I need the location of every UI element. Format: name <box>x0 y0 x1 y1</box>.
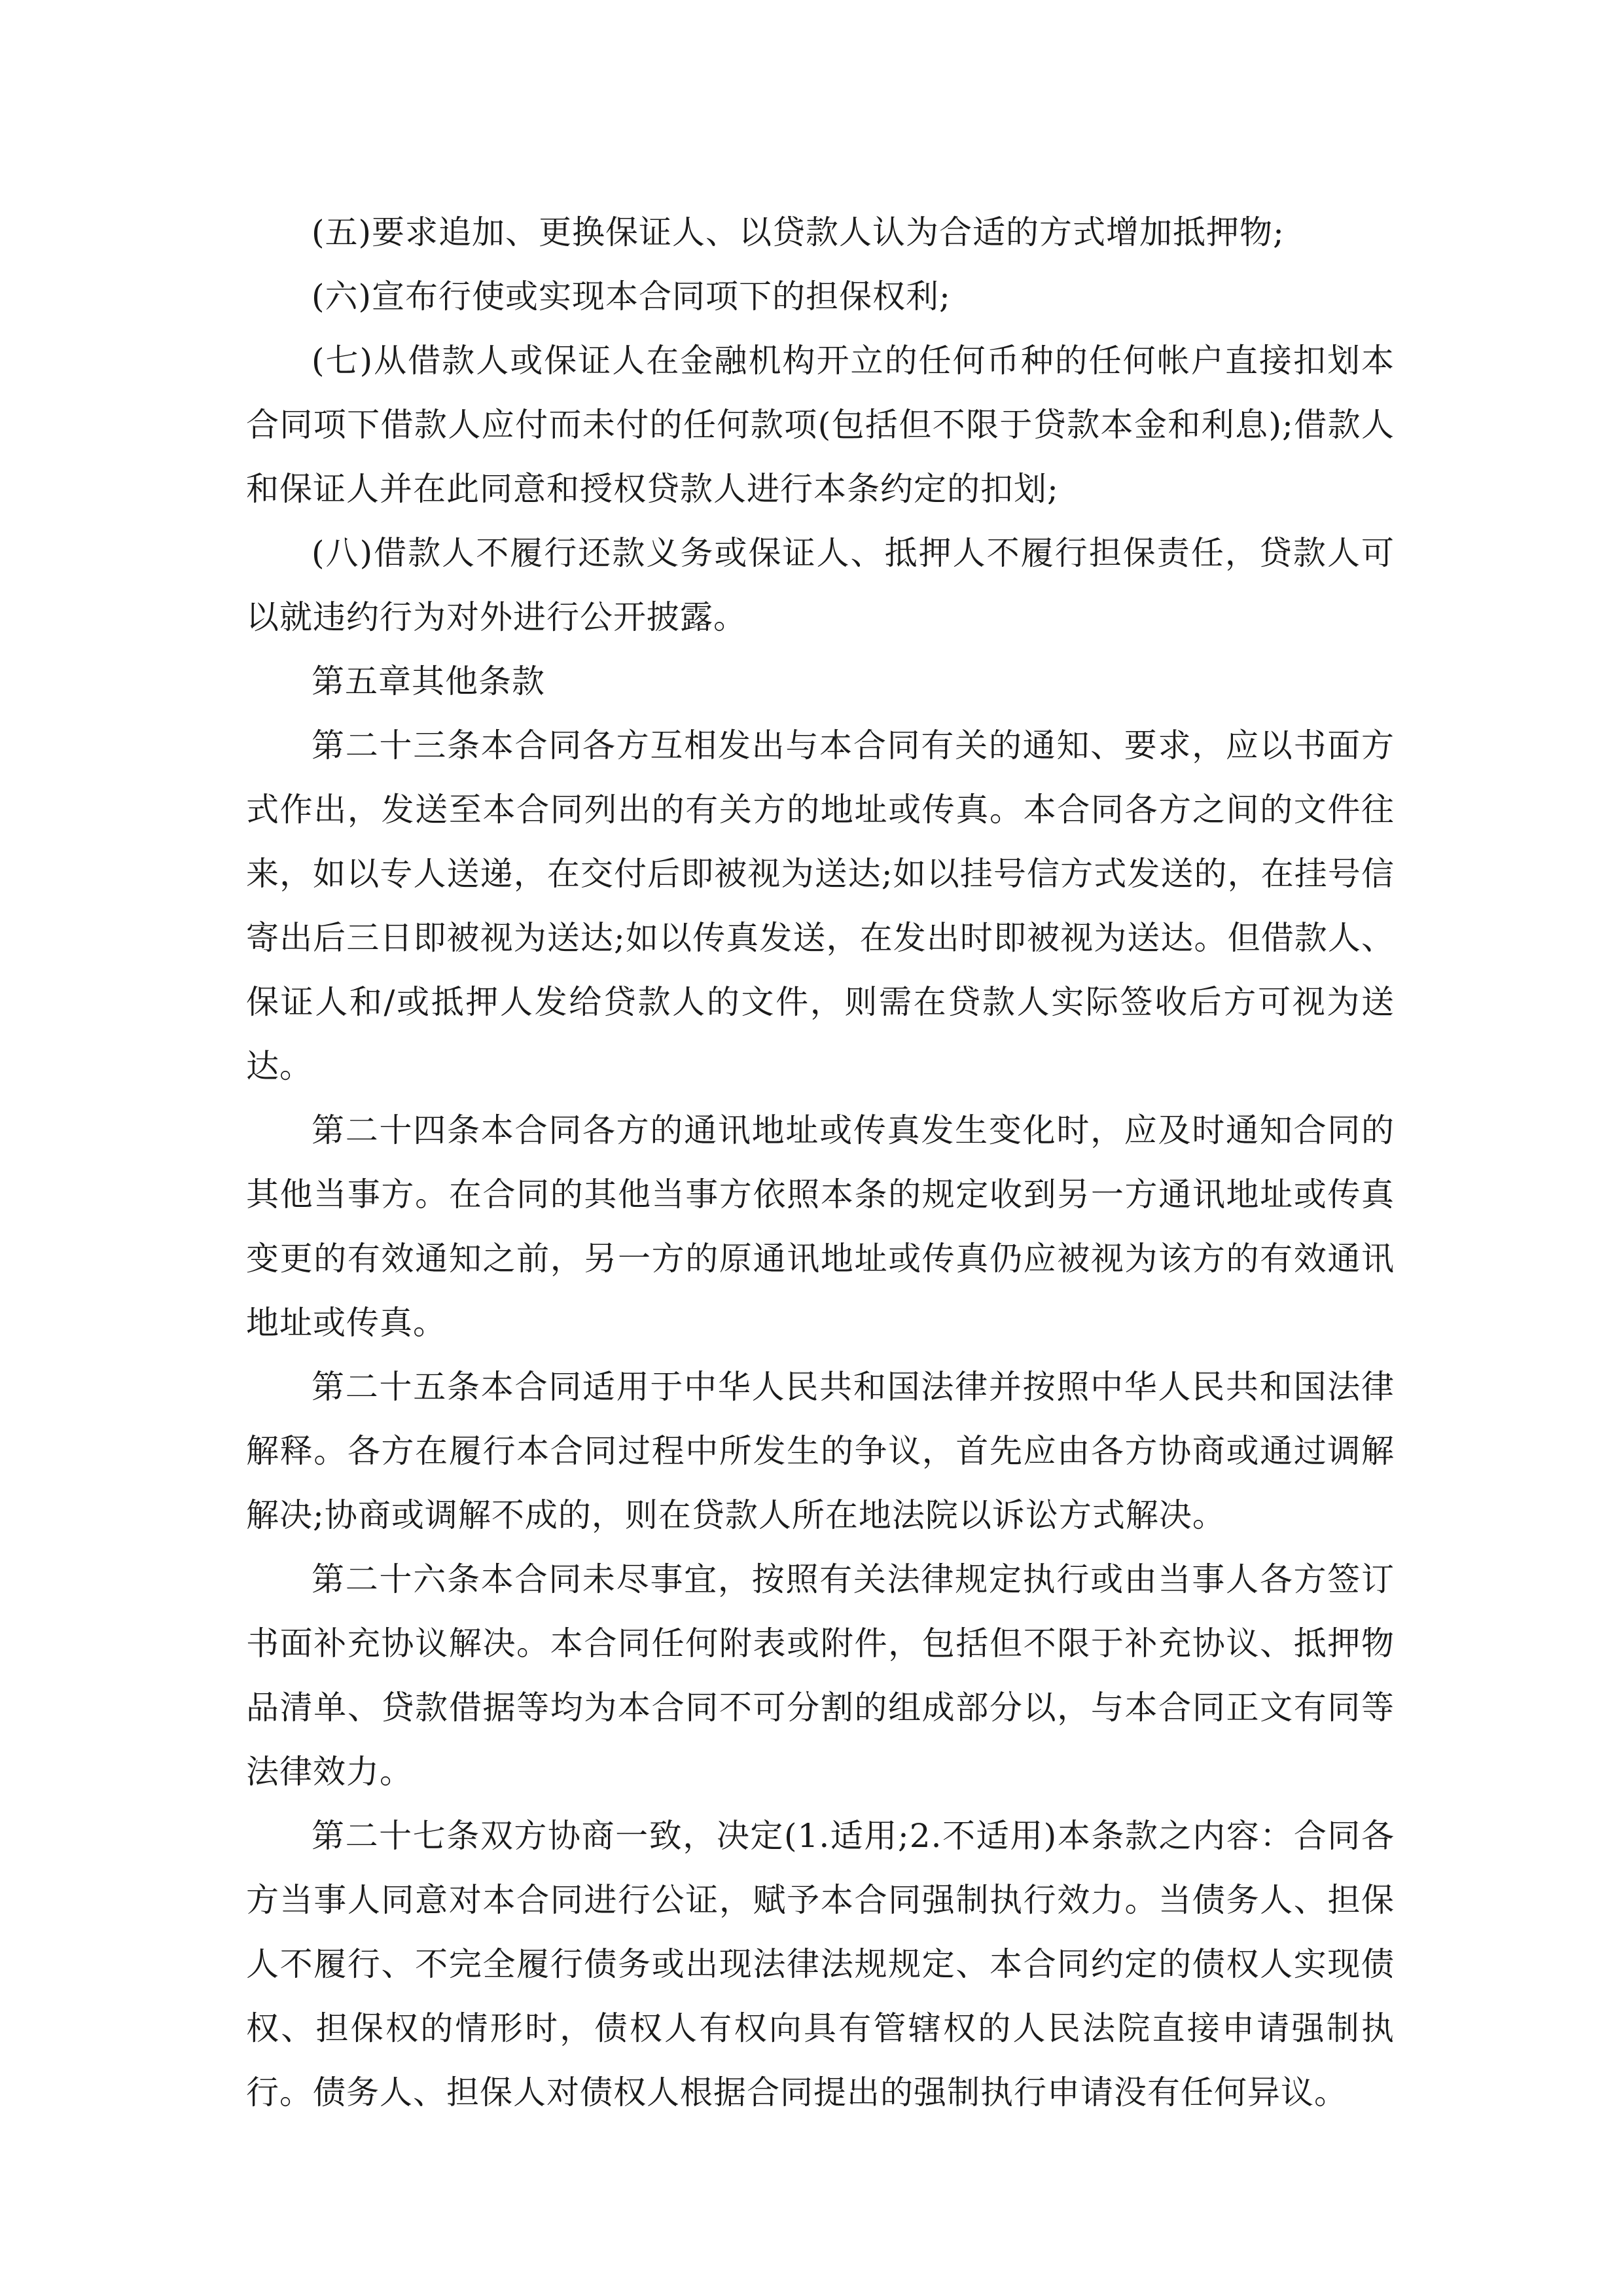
clause-item-8: (八)借款人不履行还款义务或保证人、抵押人不履行担保责任，贷款人可以就违约行为对外进行公开披露。 <box>246 534 1395 636</box>
article-27: 第二十七条双方协商一致，决定(1.适用;2.不适用)本条款之内容：合同各方当事人同意对本合同进行公证，赋予本合同强制执行效力。当债务人、担保人不履行、不完全履行债务或出现法律法规规定、本合同约定的债权人实现债权、担保权的情形时，债权人有权向具有管辖权的人民法院直接申请强制执行。债务人、担保人对债权人根据合同提出的强制执行申请没有任何异议。 <box>246 1817 1395 2111</box>
document-body <box>246 200 1395 2125</box>
article-24: 第二十四条本合同各方的通讯地址或传真发生变化时，应及时通知合同的其他当事方。在合同的其他当事方依照本条的规定收到另一方通讯地址或传真变更的有效通知之前，另一方的原通讯地址或传真仍应被视为该方的有效通讯地址或传真。 <box>246 1111 1395 1342</box>
article-26: 第二十六条本合同未尽事宜，按照有关法律规定执行或由当事人各方签订书面补充协议解决。本合同任何附表或附件，包括但不限于补充协议、抵押物品清单、贷款借据等均为本合同不可分割的组成部分以，与本合同正文有同等法律效力。 <box>246 1560 1395 1791</box>
clause-item-6: (六)宣布行使或实现本合同项下的担保权利; <box>312 278 951 315</box>
clause-item-5: (五)要求追加、更换保证人、以贷款人认为合适的方式增加抵押物; <box>312 213 1285 251</box>
article-25: 第二十五条本合同适用于中华人民共和国法律并按照中华人民共和国法律解释。各方在履行本合同过程中所发生的争议，首先应由各方协商或通过调解解决;协商或调解不成的，则在贷款人所在地法院以诉讼方式解决。 <box>246 1368 1395 1534</box>
article-23: 第二十三条本合同各方互相发出与本合同有关的通知、要求，应以书面方式作出，发送至本合同列出的有关方的地址或传真。本合同各方之间的文件往来，如以专人送递，在交付后即被视为送达;如以挂号信方式发送的，在挂号信寄出后三日即被视为送达;如以传真发送，在发出时即被视为送达。但借款人、保证人和/或抵押人发给贷款人的文件，则需在贷款人实际签收后方可视为送达。 <box>246 726 1395 1085</box>
chapter-heading: 第五章其他条款 <box>312 662 545 700</box>
clause-item-7: (七)从借款人或保证人在金融机构开立的任何币种的任何帐户直接扣划本合同项下借款人应付而未付的任何款项(包括但不限于贷款本金和利息);借款人和保证人并在此同意和授权贷款人进行本条约定的扣划; <box>246 342 1395 508</box>
